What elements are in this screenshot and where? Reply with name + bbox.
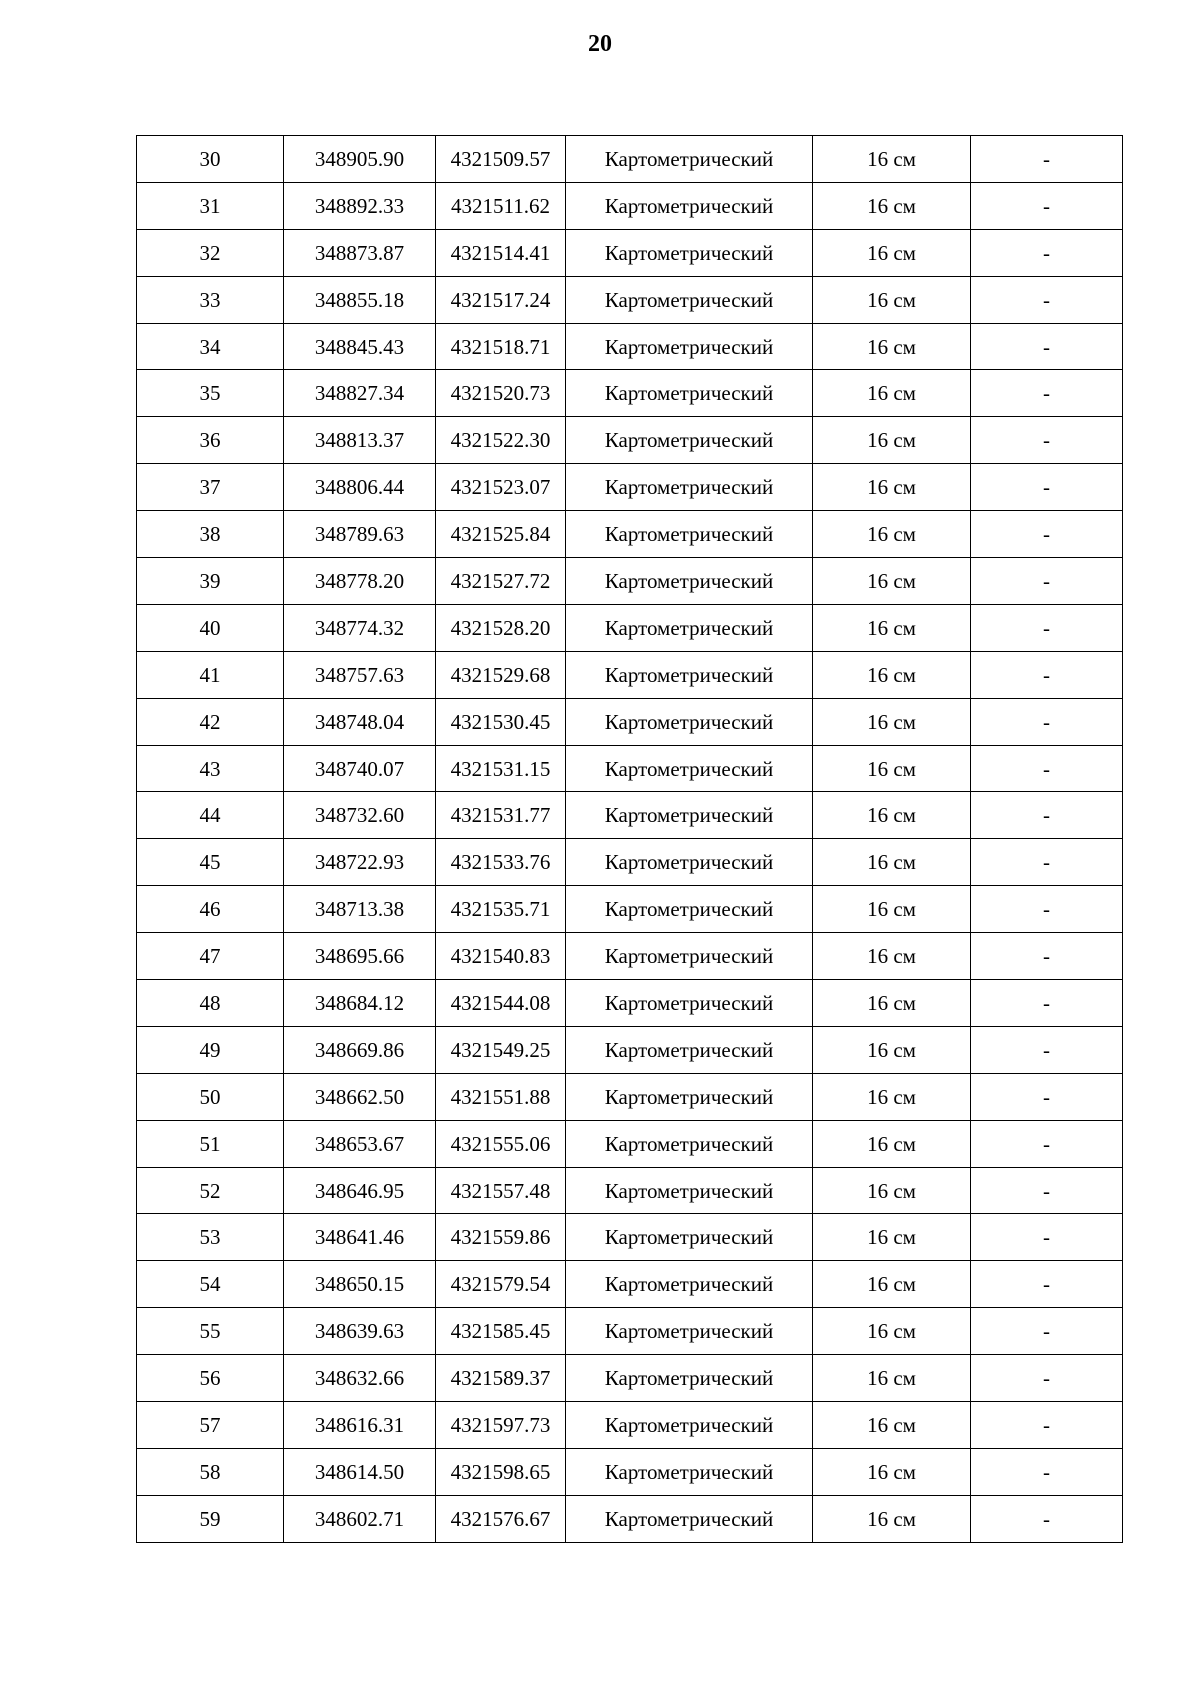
y-coordinate-cell: 4321579.54 bbox=[436, 1261, 566, 1308]
accuracy-cell: 16 см bbox=[813, 1308, 971, 1355]
table-row bbox=[137, 604, 1123, 651]
x-coordinate-cell: 348757.63 bbox=[284, 651, 436, 698]
method-cell: Картометрический bbox=[566, 604, 813, 651]
y-coordinate-cell: 4321551.88 bbox=[436, 1073, 566, 1120]
method-cell: Картометрический bbox=[566, 839, 813, 886]
y-coordinate-cell: 4321528.20 bbox=[436, 604, 566, 651]
y-coordinate-cell: 4321540.83 bbox=[436, 933, 566, 980]
method-cell: Картометрический bbox=[566, 651, 813, 698]
accuracy-cell: 16 см bbox=[813, 1355, 971, 1402]
point-number-cell: 34 bbox=[137, 323, 284, 370]
point-number-cell: 46 bbox=[137, 886, 284, 933]
page-number: 20 bbox=[588, 31, 612, 57]
method-cell: Картометрический bbox=[566, 229, 813, 276]
table-row bbox=[137, 980, 1123, 1027]
point-number-cell: 45 bbox=[137, 839, 284, 886]
x-coordinate-cell: 348616.31 bbox=[284, 1402, 436, 1449]
description-cell: - bbox=[971, 1448, 1123, 1495]
method-cell: Картометрический bbox=[566, 1448, 813, 1495]
x-coordinate-cell: 348650.15 bbox=[284, 1261, 436, 1308]
x-coordinate-cell: 348774.32 bbox=[284, 604, 436, 651]
accuracy-cell: 16 см bbox=[813, 1261, 971, 1308]
point-number-cell: 40 bbox=[137, 604, 284, 651]
coordinates-table bbox=[136, 135, 1123, 1543]
accuracy-cell: 16 см bbox=[813, 370, 971, 417]
accuracy-cell: 16 см bbox=[813, 604, 971, 651]
description-cell: - bbox=[971, 464, 1123, 511]
table-row bbox=[137, 464, 1123, 511]
description-cell: - bbox=[971, 182, 1123, 229]
table-row bbox=[137, 698, 1123, 745]
point-number-cell: 47 bbox=[137, 933, 284, 980]
y-coordinate-cell: 4321597.73 bbox=[436, 1402, 566, 1449]
point-number-cell: 55 bbox=[137, 1308, 284, 1355]
method-cell: Картометрический bbox=[566, 1120, 813, 1167]
table-row bbox=[137, 1120, 1123, 1167]
description-cell: - bbox=[971, 792, 1123, 839]
point-number-cell: 56 bbox=[137, 1355, 284, 1402]
y-coordinate-cell: 4321527.72 bbox=[436, 558, 566, 605]
y-coordinate-cell: 4321585.45 bbox=[436, 1308, 566, 1355]
accuracy-cell: 16 см bbox=[813, 886, 971, 933]
accuracy-cell: 16 см bbox=[813, 698, 971, 745]
method-cell: Картометрический bbox=[566, 323, 813, 370]
table-body bbox=[137, 136, 1123, 1543]
method-cell: Картометрический bbox=[566, 792, 813, 839]
method-cell: Картометрический bbox=[566, 1261, 813, 1308]
y-coordinate-cell: 4321522.30 bbox=[436, 417, 566, 464]
method-cell: Картометрический bbox=[566, 745, 813, 792]
accuracy-cell: 16 см bbox=[813, 792, 971, 839]
accuracy-cell: 16 см bbox=[813, 1448, 971, 1495]
table-row bbox=[137, 1402, 1123, 1449]
x-coordinate-cell: 348653.67 bbox=[284, 1120, 436, 1167]
description-cell: - bbox=[971, 276, 1123, 323]
accuracy-cell: 16 см bbox=[813, 511, 971, 558]
y-coordinate-cell: 4321518.71 bbox=[436, 323, 566, 370]
x-coordinate-cell: 348845.43 bbox=[284, 323, 436, 370]
table-row bbox=[137, 1448, 1123, 1495]
table-row bbox=[137, 136, 1123, 183]
accuracy-cell: 16 см bbox=[813, 136, 971, 183]
y-coordinate-cell: 4321529.68 bbox=[436, 651, 566, 698]
table-row bbox=[137, 1167, 1123, 1214]
method-cell: Картометрический bbox=[566, 1308, 813, 1355]
method-cell: Картометрический bbox=[566, 1073, 813, 1120]
y-coordinate-cell: 4321514.41 bbox=[436, 229, 566, 276]
point-number-cell: 42 bbox=[137, 698, 284, 745]
table-row bbox=[137, 1495, 1123, 1542]
description-cell: - bbox=[971, 1167, 1123, 1214]
point-number-cell: 36 bbox=[137, 417, 284, 464]
x-coordinate-cell: 348684.12 bbox=[284, 980, 436, 1027]
y-coordinate-cell: 4321517.24 bbox=[436, 276, 566, 323]
method-cell: Картометрический bbox=[566, 698, 813, 745]
y-coordinate-cell: 4321544.08 bbox=[436, 980, 566, 1027]
x-coordinate-cell: 348713.38 bbox=[284, 886, 436, 933]
x-coordinate-cell: 348639.63 bbox=[284, 1308, 436, 1355]
accuracy-cell: 16 см bbox=[813, 323, 971, 370]
y-coordinate-cell: 4321531.77 bbox=[436, 792, 566, 839]
table-row bbox=[137, 1073, 1123, 1120]
method-cell: Картометрический bbox=[566, 511, 813, 558]
point-number-cell: 54 bbox=[137, 1261, 284, 1308]
table-row bbox=[137, 323, 1123, 370]
description-cell: - bbox=[971, 1495, 1123, 1542]
table-row bbox=[137, 1214, 1123, 1261]
y-coordinate-cell: 4321589.37 bbox=[436, 1355, 566, 1402]
point-number-cell: 37 bbox=[137, 464, 284, 511]
y-coordinate-cell: 4321576.67 bbox=[436, 1495, 566, 1542]
description-cell: - bbox=[971, 417, 1123, 464]
method-cell: Картометрический bbox=[566, 886, 813, 933]
table-row bbox=[137, 745, 1123, 792]
table-row bbox=[137, 276, 1123, 323]
method-cell: Картометрический bbox=[566, 933, 813, 980]
point-number-cell: 30 bbox=[137, 136, 284, 183]
table-row bbox=[137, 417, 1123, 464]
x-coordinate-cell: 348732.60 bbox=[284, 792, 436, 839]
point-number-cell: 38 bbox=[137, 511, 284, 558]
y-coordinate-cell: 4321511.62 bbox=[436, 182, 566, 229]
table-row bbox=[137, 933, 1123, 980]
method-cell: Картометрический bbox=[566, 1167, 813, 1214]
point-number-cell: 57 bbox=[137, 1402, 284, 1449]
point-number-cell: 58 bbox=[137, 1448, 284, 1495]
description-cell: - bbox=[971, 1355, 1123, 1402]
x-coordinate-cell: 348827.34 bbox=[284, 370, 436, 417]
accuracy-cell: 16 см bbox=[813, 276, 971, 323]
description-cell: - bbox=[971, 745, 1123, 792]
table-row bbox=[137, 1355, 1123, 1402]
x-coordinate-cell: 348855.18 bbox=[284, 276, 436, 323]
table-row bbox=[137, 229, 1123, 276]
description-cell: - bbox=[971, 1402, 1123, 1449]
x-coordinate-cell: 348614.50 bbox=[284, 1448, 436, 1495]
table-row bbox=[137, 370, 1123, 417]
description-cell: - bbox=[971, 511, 1123, 558]
table-row bbox=[137, 651, 1123, 698]
x-coordinate-cell: 348873.87 bbox=[284, 229, 436, 276]
point-number-cell: 48 bbox=[137, 980, 284, 1027]
method-cell: Картометрический bbox=[566, 464, 813, 511]
accuracy-cell: 16 см bbox=[813, 1402, 971, 1449]
x-coordinate-cell: 348602.71 bbox=[284, 1495, 436, 1542]
point-number-cell: 59 bbox=[137, 1495, 284, 1542]
point-number-cell: 33 bbox=[137, 276, 284, 323]
y-coordinate-cell: 4321533.76 bbox=[436, 839, 566, 886]
x-coordinate-cell: 348632.66 bbox=[284, 1355, 436, 1402]
table-row bbox=[137, 1026, 1123, 1073]
accuracy-cell: 16 см bbox=[813, 229, 971, 276]
point-number-cell: 49 bbox=[137, 1026, 284, 1073]
description-cell: - bbox=[971, 1120, 1123, 1167]
accuracy-cell: 16 см bbox=[813, 980, 971, 1027]
accuracy-cell: 16 см bbox=[813, 933, 971, 980]
description-cell: - bbox=[971, 933, 1123, 980]
accuracy-cell: 16 см bbox=[813, 1120, 971, 1167]
description-cell: - bbox=[971, 370, 1123, 417]
description-cell: - bbox=[971, 604, 1123, 651]
accuracy-cell: 16 см bbox=[813, 651, 971, 698]
table-row bbox=[137, 792, 1123, 839]
x-coordinate-cell: 348641.46 bbox=[284, 1214, 436, 1261]
y-coordinate-cell: 4321549.25 bbox=[436, 1026, 566, 1073]
accuracy-cell: 16 см bbox=[813, 417, 971, 464]
point-number-cell: 41 bbox=[137, 651, 284, 698]
accuracy-cell: 16 см bbox=[813, 745, 971, 792]
y-coordinate-cell: 4321525.84 bbox=[436, 511, 566, 558]
description-cell: - bbox=[971, 698, 1123, 745]
y-coordinate-cell: 4321557.48 bbox=[436, 1167, 566, 1214]
table-row bbox=[137, 1261, 1123, 1308]
table-row bbox=[137, 1308, 1123, 1355]
table-row bbox=[137, 886, 1123, 933]
method-cell: Картометрический bbox=[566, 1214, 813, 1261]
y-coordinate-cell: 4321598.65 bbox=[436, 1448, 566, 1495]
x-coordinate-cell: 348646.95 bbox=[284, 1167, 436, 1214]
accuracy-cell: 16 см bbox=[813, 1026, 971, 1073]
table-row bbox=[137, 182, 1123, 229]
point-number-cell: 43 bbox=[137, 745, 284, 792]
method-cell: Картометрический bbox=[566, 980, 813, 1027]
description-cell: - bbox=[971, 1308, 1123, 1355]
method-cell: Картометрический bbox=[566, 1402, 813, 1449]
description-cell: - bbox=[971, 886, 1123, 933]
point-number-cell: 39 bbox=[137, 558, 284, 605]
y-coordinate-cell: 4321555.06 bbox=[436, 1120, 566, 1167]
accuracy-cell: 16 см bbox=[813, 464, 971, 511]
table-row bbox=[137, 558, 1123, 605]
description-cell: - bbox=[971, 980, 1123, 1027]
description-cell: - bbox=[971, 839, 1123, 886]
x-coordinate-cell: 348905.90 bbox=[284, 136, 436, 183]
x-coordinate-cell: 348892.33 bbox=[284, 182, 436, 229]
x-coordinate-cell: 348778.20 bbox=[284, 558, 436, 605]
point-number-cell: 50 bbox=[137, 1073, 284, 1120]
x-coordinate-cell: 348695.66 bbox=[284, 933, 436, 980]
description-cell: - bbox=[971, 1026, 1123, 1073]
x-coordinate-cell: 348748.04 bbox=[284, 698, 436, 745]
accuracy-cell: 16 см bbox=[813, 558, 971, 605]
description-cell: - bbox=[971, 136, 1123, 183]
description-cell: - bbox=[971, 651, 1123, 698]
x-coordinate-cell: 348813.37 bbox=[284, 417, 436, 464]
method-cell: Картометрический bbox=[566, 1355, 813, 1402]
x-coordinate-cell: 348722.93 bbox=[284, 839, 436, 886]
accuracy-cell: 16 см bbox=[813, 1214, 971, 1261]
method-cell: Картометрический bbox=[566, 1026, 813, 1073]
x-coordinate-cell: 348662.50 bbox=[284, 1073, 436, 1120]
x-coordinate-cell: 348789.63 bbox=[284, 511, 436, 558]
accuracy-cell: 16 см bbox=[813, 839, 971, 886]
method-cell: Картометрический bbox=[566, 370, 813, 417]
accuracy-cell: 16 см bbox=[813, 1167, 971, 1214]
point-number-cell: 52 bbox=[137, 1167, 284, 1214]
method-cell: Картометрический bbox=[566, 1495, 813, 1542]
table-row bbox=[137, 511, 1123, 558]
y-coordinate-cell: 4321531.15 bbox=[436, 745, 566, 792]
y-coordinate-cell: 4321523.07 bbox=[436, 464, 566, 511]
description-cell: - bbox=[971, 229, 1123, 276]
point-number-cell: 51 bbox=[137, 1120, 284, 1167]
point-number-cell: 35 bbox=[137, 370, 284, 417]
point-number-cell: 31 bbox=[137, 182, 284, 229]
y-coordinate-cell: 4321559.86 bbox=[436, 1214, 566, 1261]
point-number-cell: 32 bbox=[137, 229, 284, 276]
y-coordinate-cell: 4321520.73 bbox=[436, 370, 566, 417]
accuracy-cell: 16 см bbox=[813, 1495, 971, 1542]
x-coordinate-cell: 348740.07 bbox=[284, 745, 436, 792]
y-coordinate-cell: 4321509.57 bbox=[436, 136, 566, 183]
method-cell: Картометрический bbox=[566, 276, 813, 323]
point-number-cell: 44 bbox=[137, 792, 284, 839]
y-coordinate-cell: 4321535.71 bbox=[436, 886, 566, 933]
point-number-cell: 53 bbox=[137, 1214, 284, 1261]
y-coordinate-cell: 4321530.45 bbox=[436, 698, 566, 745]
description-cell: - bbox=[971, 1073, 1123, 1120]
description-cell: - bbox=[971, 323, 1123, 370]
x-coordinate-cell: 348806.44 bbox=[284, 464, 436, 511]
method-cell: Картометрический bbox=[566, 182, 813, 229]
method-cell: Картометрический bbox=[566, 417, 813, 464]
accuracy-cell: 16 см bbox=[813, 1073, 971, 1120]
description-cell: - bbox=[971, 558, 1123, 605]
method-cell: Картометрический bbox=[566, 558, 813, 605]
accuracy-cell: 16 см bbox=[813, 182, 971, 229]
table-row bbox=[137, 839, 1123, 886]
description-cell: - bbox=[971, 1214, 1123, 1261]
description-cell: - bbox=[971, 1261, 1123, 1308]
x-coordinate-cell: 348669.86 bbox=[284, 1026, 436, 1073]
method-cell: Картометрический bbox=[566, 136, 813, 183]
